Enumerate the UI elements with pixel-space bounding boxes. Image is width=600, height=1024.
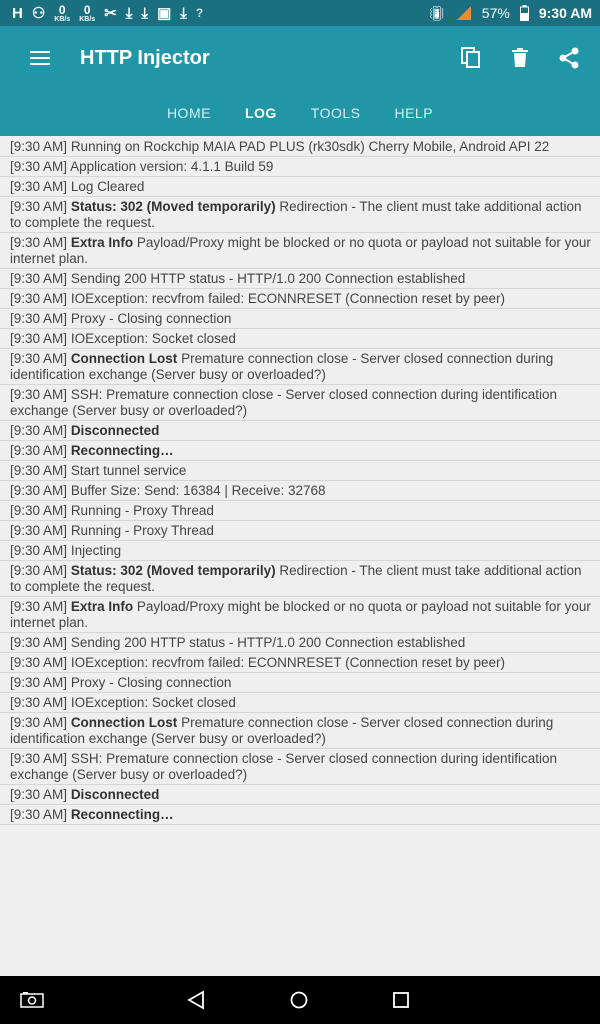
log-timestamp: [9:30 AM] (10, 387, 68, 402)
log-message: Running - Proxy Thread (70, 523, 214, 538)
log-message: Sending 200 HTTP status - HTTP/1.0 200 Connection established (70, 635, 466, 650)
status-right (428, 5, 600, 22)
navigation-bar (0, 976, 600, 1024)
log-message: Application version: 4.1.1 Build 59 (70, 159, 274, 174)
toolbar-actions (460, 47, 600, 69)
log-entry (0, 693, 600, 713)
speed-indicator-1 (54, 4, 70, 23)
home-icon[interactable] (289, 990, 309, 1010)
speed-unit-1: KB/s (54, 15, 71, 23)
log-entry (0, 385, 600, 421)
tab-bar (0, 90, 600, 136)
log-timestamp: [9:30 AM] (10, 543, 68, 558)
speed-unit-2: KB/s (79, 15, 96, 23)
log-entry (0, 289, 600, 309)
download-icon: ⤓ (180, 4, 187, 22)
log-message: Injecting (70, 543, 122, 558)
speed-indicator-2 (79, 4, 95, 23)
log-message: Premature connection close - Server closed connection during identification exchange (Server busy or overloaded?) (10, 351, 554, 382)
log-label: Connection Lost (70, 715, 178, 730)
signal-icon (456, 5, 472, 21)
log-entry (0, 177, 600, 197)
log-message: IOException: recvfrom failed: ECONNRESET (Connection reset by peer) (70, 655, 505, 670)
log-entry (0, 597, 600, 633)
log-message: Log Cleared (70, 179, 145, 194)
download-icon: ⤓ (141, 4, 149, 22)
log-message: SSH: Premature connection close - Server closed connection during identification exchange (Server busy or overloaded?) (10, 751, 558, 782)
log-entry (0, 805, 600, 825)
log-entry (0, 233, 600, 269)
log-entry (0, 461, 600, 481)
app-title: HTTP Injector (80, 46, 210, 69)
log-entry (0, 441, 600, 461)
camera-icon[interactable] (20, 992, 44, 1008)
battery-icon (520, 5, 529, 21)
log-entry (0, 309, 600, 329)
log-label: Extra Info (70, 599, 134, 614)
status-left (0, 4, 203, 23)
log-timestamp: [9:30 AM] (10, 463, 68, 478)
log-entry (0, 501, 600, 521)
trash-icon[interactable] (510, 47, 530, 69)
log-timestamp: [9:30 AM] (10, 483, 68, 498)
log-message: Redirection - The client must take additional action to complete the request. (10, 199, 582, 230)
log-label: Disconnected (70, 423, 160, 438)
log-message: IOException: Socket closed (70, 695, 236, 710)
log-timestamp: [9:30 AM] (10, 635, 68, 650)
log-entry (0, 421, 600, 441)
log-timestamp: [9:30 AM] (10, 675, 68, 690)
log-timestamp: [9:30 AM] (10, 291, 68, 306)
log-label: Status: 302 (Moved temporarily) (70, 563, 276, 578)
log-timestamp: [9:30 AM] (10, 311, 68, 326)
back-icon[interactable] (187, 990, 205, 1010)
tab-home[interactable]: HOME (166, 105, 211, 121)
log-message: SSH: Premature connection close - Server closed connection during identification exchange (Server busy or overloaded?) (10, 387, 558, 418)
log-timestamp: [9:30 AM] (10, 599, 68, 614)
recents-icon[interactable] (392, 990, 410, 1010)
log-timestamp: [9:30 AM] (10, 331, 68, 346)
tab-log[interactable]: LOG (228, 90, 294, 136)
log-message: IOException: recvfrom failed: ECONNRESET (Connection reset by peer) (70, 291, 505, 306)
log-timestamp: [9:30 AM] (10, 563, 68, 578)
log-label: Disconnected (70, 787, 160, 802)
log-entry (0, 521, 600, 541)
log-timestamp: [9:30 AM] (10, 751, 68, 766)
log-timestamp: [9:30 AM] (10, 807, 68, 822)
log-message: Proxy - Closing connection (70, 311, 232, 326)
log-timestamp: [9:30 AM] (10, 423, 68, 438)
log-entry (0, 349, 600, 385)
log-entry (0, 481, 600, 501)
log-message: IOException: Socket closed (70, 331, 236, 346)
log-entry (0, 785, 600, 805)
log-message: Redirection - The client must take additional action to complete the request. (10, 563, 582, 594)
signal-question-icon: ? (195, 6, 204, 20)
share-icon[interactable] (558, 47, 580, 69)
log-list[interactable] (0, 137, 600, 825)
log-entry (0, 329, 600, 349)
log-message: Premature connection close - Server closed connection during identification exchange (Server busy or overloaded?) (10, 715, 554, 746)
speed-value-1: 0 (58, 2, 66, 17)
log-timestamp: [9:30 AM] (10, 271, 68, 286)
toolbar (0, 26, 600, 90)
speed-value-2: 0 (83, 2, 91, 17)
log-label: Status: 302 (Moved temporarily) (70, 199, 276, 214)
network-type-label: H (12, 4, 23, 22)
clock: 9:30 AM (538, 5, 592, 21)
log-timestamp: [9:30 AM] (10, 159, 68, 174)
log-message: Running - Proxy Thread (70, 503, 214, 518)
log-label: Reconnecting… (70, 807, 174, 822)
log-timestamp: [9:30 AM] (10, 235, 68, 250)
log-message: Payload/Proxy might be blocked or no quota or payload not suitable for your internet plan. (10, 599, 591, 630)
log-entry (0, 561, 600, 597)
log-timestamp: [9:30 AM] (10, 179, 68, 194)
no-sim-icon: ✂ (104, 5, 117, 22)
menu-icon[interactable] (30, 47, 50, 69)
log-timestamp: [9:30 AM] (10, 351, 68, 366)
log-timestamp: [9:30 AM] (10, 523, 68, 538)
app-bar (0, 26, 600, 136)
log-timestamp: [9:30 AM] (10, 715, 68, 730)
download-icon: ⤓ (125, 4, 133, 22)
log-entry (0, 137, 600, 157)
status-bar (0, 0, 600, 26)
battery-percent: 57% (481, 5, 510, 21)
log-timestamp: [9:30 AM] (10, 443, 68, 458)
log-message: Running on Rockchip MAIA PAD PLUS (rk30sdk) Cherry Mobile, Android API 22 (70, 139, 550, 154)
log-label: Connection Lost (70, 351, 178, 366)
tab-help[interactable]: HELP (394, 105, 434, 121)
log-timestamp: [9:30 AM] (10, 655, 68, 670)
log-entry (0, 633, 600, 653)
log-message: Start tunnel service (70, 463, 187, 478)
app-notification-icon: ▣ (157, 5, 172, 22)
log-timestamp: [9:30 AM] (10, 695, 68, 710)
log-entry (0, 541, 600, 561)
log-timestamp: [9:30 AM] (10, 199, 68, 214)
log-message: Proxy - Closing connection (70, 675, 232, 690)
vibrate-icon: 📳︎ (428, 4, 446, 21)
copy-icon[interactable] (460, 47, 482, 69)
log-timestamp: [9:30 AM] (10, 503, 68, 518)
log-label: Extra Info (70, 235, 134, 250)
log-entry (0, 713, 600, 749)
log-message: Payload/Proxy might be blocked or no quota or payload not suitable for your internet plan. (10, 235, 591, 266)
log-entry (0, 269, 600, 289)
log-entry (0, 157, 600, 177)
log-timestamp: [9:30 AM] (10, 787, 68, 802)
log-message: Sending 200 HTTP status - HTTP/1.0 200 Connection established (70, 271, 466, 286)
log-entry (0, 749, 600, 785)
log-message: Buffer Size: Send: 16384 | Receive: 32768 (70, 483, 326, 498)
log-entry (0, 653, 600, 673)
log-timestamp: [9:30 AM] (10, 139, 68, 154)
sync-icon: ⚇ (31, 5, 46, 22)
tab-tools[interactable]: TOOLS (310, 105, 361, 121)
log-label: Reconnecting… (70, 443, 174, 458)
log-entry (0, 673, 600, 693)
log-entry (0, 197, 600, 233)
